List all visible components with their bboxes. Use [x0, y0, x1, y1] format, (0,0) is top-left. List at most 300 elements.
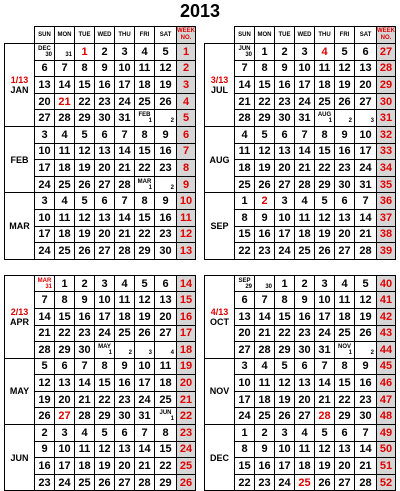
- weekday-header-fri: FRI: [135, 27, 155, 44]
- day-cell: 3: [315, 275, 335, 292]
- day-cell: 27: [55, 408, 75, 425]
- adjacent-month-label: MAR: [37, 277, 52, 284]
- week-number-cell: 5: [177, 110, 196, 127]
- day-cell: 2: [295, 275, 315, 292]
- day-cell: 4: [55, 193, 75, 210]
- day-cell: 9: [355, 358, 377, 375]
- day-cell: 11: [135, 60, 155, 77]
- day-cell: 7: [255, 292, 275, 309]
- day-cell: 21: [315, 391, 335, 408]
- day-cell: 20: [115, 458, 135, 475]
- day-cell: 26: [75, 243, 95, 260]
- day-cell: 30: [275, 110, 295, 127]
- month-label: MAR: [9, 221, 30, 232]
- day-cell: [235, 44, 255, 61]
- week-row: [205, 425, 396, 442]
- day-cell: 8: [135, 193, 155, 210]
- day-cell: 30: [95, 110, 115, 127]
- day-cell: 28: [75, 408, 95, 425]
- week-number-cell: 32: [377, 126, 396, 143]
- day-cell: 3: [35, 126, 55, 143]
- day-cell: 2: [255, 425, 275, 442]
- day-cell: 9: [95, 60, 115, 77]
- day-cell: 16: [35, 458, 55, 475]
- week-row: [5, 425, 196, 442]
- day-cell: 14: [35, 308, 55, 325]
- day-cell: 28: [355, 474, 377, 491]
- day-cell: 21: [55, 93, 75, 110]
- day-cell: 8: [315, 126, 335, 143]
- day-cell: 16: [255, 458, 275, 475]
- day-cell: 10: [95, 292, 115, 309]
- day-cell: 17: [355, 143, 377, 160]
- day-cell: 13: [335, 209, 355, 226]
- day-cell: 24: [135, 391, 155, 408]
- week-number-cell: 31: [377, 110, 396, 127]
- day-cell: 29: [135, 243, 155, 260]
- day-cell: 11: [55, 209, 75, 226]
- month-label: APR: [9, 316, 29, 327]
- day-cell: 20: [155, 308, 177, 325]
- day-number: 1: [148, 184, 152, 191]
- day-cell: 7: [355, 193, 377, 210]
- day-cell: 27: [335, 474, 355, 491]
- day-cell: 8: [255, 60, 275, 77]
- week-row: [5, 358, 196, 375]
- day-cell: 17: [95, 308, 115, 325]
- day-cell: 11: [295, 209, 315, 226]
- day-cell: 19: [355, 308, 377, 325]
- week-number-cell: 6: [177, 126, 196, 143]
- adjacent-month-label: AUG: [317, 112, 332, 119]
- day-cell: 16: [255, 226, 275, 243]
- weekday-header-row: [205, 27, 396, 44]
- month-label-cell: [205, 358, 235, 424]
- day-cell: 13: [295, 375, 315, 392]
- day-cell: 19: [75, 226, 95, 243]
- day-cell: 12: [155, 60, 177, 77]
- day-cell: 6: [95, 126, 115, 143]
- day-cell: 13: [95, 143, 115, 160]
- week-number-cell: 2: [177, 60, 196, 77]
- day-cell: 17: [315, 308, 335, 325]
- day-cell: [135, 176, 155, 193]
- day-cell: 20: [335, 458, 355, 475]
- month-label-cell: [205, 126, 235, 192]
- day-cell: 13: [275, 143, 295, 160]
- day-cell: 16: [335, 143, 355, 160]
- day-cell: 30: [75, 342, 95, 359]
- week-number-cell: 18: [177, 342, 196, 359]
- day-cell: 19: [315, 458, 335, 475]
- day-cell: 24: [355, 160, 377, 177]
- day-cell: 29: [335, 408, 355, 425]
- day-cell: [155, 408, 177, 425]
- day-cell: 3: [55, 425, 75, 442]
- week-number-cell: 4: [177, 93, 196, 110]
- day-cell: 15: [95, 375, 115, 392]
- day-number: 1: [148, 118, 152, 125]
- day-cell: 13: [355, 60, 377, 77]
- week-row: [205, 193, 396, 210]
- day-cell: 25: [255, 408, 275, 425]
- day-cell: 28: [295, 176, 315, 193]
- day-number: 4: [170, 349, 174, 356]
- day-cell: 14: [115, 143, 135, 160]
- day-cell: 22: [55, 325, 75, 342]
- day-cell: 18: [155, 375, 177, 392]
- day-cell: 22: [275, 325, 295, 342]
- day-cell: 19: [135, 308, 155, 325]
- day-cell: 6: [115, 425, 135, 442]
- day-cell: 26: [75, 176, 95, 193]
- weekday-header-tue: TUE: [75, 27, 95, 44]
- week-number-cell: 46: [377, 375, 396, 392]
- week-number-cell: 41: [377, 292, 396, 309]
- day-cell: 8: [75, 60, 95, 77]
- day-cell: 4: [135, 44, 155, 61]
- day-cell: 12: [315, 441, 335, 458]
- day-cell: 17: [295, 77, 315, 94]
- day-cell: 16: [155, 143, 177, 160]
- day-cell: 7: [115, 193, 135, 210]
- day-cell: 29: [75, 110, 95, 127]
- day-cell: 7: [135, 425, 155, 442]
- day-cell: 16: [95, 77, 115, 94]
- adjacent-month-label: DEC: [38, 45, 51, 52]
- day-cell: 10: [355, 126, 377, 143]
- month-label-cell: [5, 44, 35, 127]
- day-cell: 1: [235, 193, 255, 210]
- day-cell: 5: [315, 193, 335, 210]
- day-cell: 22: [235, 474, 255, 491]
- day-cell: 1: [255, 44, 275, 61]
- day-cell: 26: [335, 93, 355, 110]
- week-number-cell: 13: [177, 243, 196, 260]
- day-cell: 6: [235, 292, 255, 309]
- day-cell: 12: [35, 375, 55, 392]
- header-blank-cell: [5, 27, 35, 44]
- day-cell: 26: [315, 243, 335, 260]
- day-cell: 24: [235, 408, 255, 425]
- day-cell: [115, 342, 135, 359]
- day-cell: 10: [135, 358, 155, 375]
- day-cell: 5: [95, 425, 115, 442]
- day-cell: 23: [335, 160, 355, 177]
- day-cell: 21: [35, 325, 55, 342]
- day-cell: 5: [255, 126, 275, 143]
- week-number-cell: 51: [377, 458, 396, 475]
- day-cell: 15: [235, 226, 255, 243]
- day-cell: [155, 110, 177, 127]
- day-number: 1: [348, 349, 352, 356]
- day-cell: 31: [355, 176, 377, 193]
- day-cell: 2: [275, 44, 295, 61]
- week-number-cell: 9: [177, 176, 196, 193]
- day-cell: 25: [235, 176, 255, 193]
- month-label: JAN: [10, 84, 29, 95]
- week-row: [205, 44, 396, 61]
- day-cell: 21: [75, 391, 95, 408]
- day-number: 29: [245, 283, 252, 290]
- day-cell: 9: [155, 126, 177, 143]
- quarter-gap: [205, 259, 396, 275]
- week-number-cell: 22: [177, 408, 196, 425]
- weekday-header-thu: THU: [315, 27, 335, 44]
- week-number-cell: 43: [377, 325, 396, 342]
- adjacent-month-label: FEB: [138, 112, 151, 119]
- month-label: NOV: [209, 386, 230, 397]
- week-number-cell: 14: [177, 275, 196, 292]
- day-cell: 30: [295, 342, 315, 359]
- day-cell: 6: [335, 193, 355, 210]
- day-cell: [335, 342, 355, 359]
- day-cell: 9: [115, 358, 135, 375]
- day-cell: 19: [275, 391, 295, 408]
- day-cell: 25: [155, 391, 177, 408]
- week-number-cell: 30: [377, 93, 396, 110]
- day-cell: 8: [235, 209, 255, 226]
- week-row: [5, 193, 196, 210]
- day-cell: 15: [275, 308, 295, 325]
- day-cell: 13: [95, 209, 115, 226]
- day-cell: 9: [35, 441, 55, 458]
- day-cell: 12: [75, 143, 95, 160]
- week-row: [5, 275, 196, 292]
- day-cell: 25: [55, 243, 75, 260]
- day-cell: [135, 342, 155, 359]
- day-cell: 6: [335, 425, 355, 442]
- day-cell: 5: [75, 126, 95, 143]
- day-cell: [35, 44, 55, 61]
- day-cell: 23: [155, 226, 177, 243]
- weekday-header-wed: WED: [295, 27, 315, 44]
- calendar-first-half: [4, 26, 196, 491]
- day-number: 30: [45, 51, 52, 58]
- day-cell: 30: [155, 243, 177, 260]
- day-cell: 7: [235, 60, 255, 77]
- day-number: 30: [245, 51, 252, 58]
- day-cell: 4: [315, 44, 335, 61]
- day-cell: 15: [255, 77, 275, 94]
- quarter-label: 1/13: [10, 74, 29, 85]
- week-number-cell: 8: [177, 160, 196, 177]
- day-cell: 18: [135, 77, 155, 94]
- week-number-cell: 37: [377, 209, 396, 226]
- week-row: [5, 44, 196, 61]
- week-number-cell: 1: [177, 44, 196, 61]
- weekday-header-sun: SUN: [235, 27, 255, 44]
- day-cell: 18: [115, 308, 135, 325]
- month-label-cell: [5, 193, 35, 259]
- week-number-cell: 33: [377, 143, 396, 160]
- day-cell: 22: [75, 93, 95, 110]
- week-number-cell: 38: [377, 226, 396, 243]
- week-row: [205, 275, 396, 292]
- week-number-cell: 23: [177, 425, 196, 442]
- day-cell: 27: [235, 342, 255, 359]
- day-cell: 5: [155, 44, 177, 61]
- day-cell: 3: [275, 425, 295, 442]
- day-cell: 14: [295, 143, 315, 160]
- day-cell: 24: [275, 243, 295, 260]
- week-number-cell: 15: [177, 292, 196, 309]
- week-number-cell: 11: [177, 209, 196, 226]
- day-cell: 9: [335, 126, 355, 143]
- day-cell: 30: [335, 176, 355, 193]
- day-cell: 4: [235, 126, 255, 143]
- weekday-header-tue: TUE: [275, 27, 295, 44]
- calendar-second-half: [204, 26, 396, 491]
- day-cell: 5: [275, 358, 295, 375]
- day-cell: 9: [295, 292, 315, 309]
- week-number-cell: 27: [377, 44, 396, 61]
- week-number-cell: 36: [377, 193, 396, 210]
- day-cell: 18: [55, 226, 75, 243]
- day-cell: 25: [335, 325, 355, 342]
- day-cell: 24: [315, 325, 335, 342]
- day-cell: 24: [55, 474, 75, 491]
- day-cell: 3: [35, 193, 55, 210]
- day-cell: 14: [315, 375, 335, 392]
- month-label: JUN: [10, 452, 29, 463]
- day-cell: 17: [135, 375, 155, 392]
- day-cell: 21: [235, 93, 255, 110]
- adjacent-month-label: JUN: [159, 410, 172, 417]
- day-cell: 5: [315, 425, 335, 442]
- day-cell: 11: [115, 292, 135, 309]
- day-cell: 14: [75, 375, 95, 392]
- day-cell: 12: [315, 209, 335, 226]
- day-cell: 15: [235, 458, 255, 475]
- day-cell: 16: [115, 375, 135, 392]
- day-cell: 15: [335, 375, 355, 392]
- day-cell: 3: [235, 358, 255, 375]
- day-number: 30: [265, 283, 272, 290]
- day-cell: 25: [75, 474, 95, 491]
- day-cell: 15: [55, 308, 75, 325]
- adjacent-month-label: NOV: [337, 343, 351, 350]
- day-cell: 22: [135, 226, 155, 243]
- week-row: [205, 358, 396, 375]
- weekday-header-fri: FRI: [335, 27, 355, 44]
- day-cell: 8: [135, 126, 155, 143]
- day-cell: 6: [355, 44, 377, 61]
- week-number-cell: 25: [177, 458, 196, 475]
- day-cell: 20: [235, 325, 255, 342]
- day-cell: 27: [295, 408, 315, 425]
- day-cell: 27: [35, 110, 55, 127]
- day-cell: 29: [255, 110, 275, 127]
- quarter-gap-cell: [205, 259, 377, 275]
- day-cell: [55, 44, 75, 61]
- day-cell: 15: [75, 77, 95, 94]
- week-number-cell: 49: [377, 425, 396, 442]
- day-cell: 31: [295, 110, 315, 127]
- day-cell: 8: [275, 292, 295, 309]
- week-number-cell: 50: [377, 441, 396, 458]
- day-cell: 12: [255, 143, 275, 160]
- day-number: 2: [370, 349, 374, 356]
- day-cell: 17: [275, 458, 295, 475]
- day-cell: 20: [335, 226, 355, 243]
- year-title: 2013: [179, 1, 221, 21]
- day-cell: 20: [95, 160, 115, 177]
- day-cell: 22: [135, 160, 155, 177]
- day-cell: 23: [295, 325, 315, 342]
- day-cell: 11: [155, 358, 177, 375]
- week-number-cell: 3: [177, 77, 196, 94]
- adjacent-month-label: MAR: [137, 178, 152, 185]
- day-cell: 17: [35, 160, 55, 177]
- day-cell: 7: [55, 60, 75, 77]
- day-cell: 26: [155, 93, 177, 110]
- weekday-header-row: [5, 27, 196, 44]
- day-number: 2: [170, 118, 174, 125]
- week-number-cell: 26: [177, 474, 196, 491]
- day-cell: 29: [55, 342, 75, 359]
- day-number: 1: [108, 349, 112, 356]
- month-label-cell: [205, 44, 235, 127]
- day-cell: 1: [275, 275, 295, 292]
- day-cell: 6: [95, 193, 115, 210]
- day-cell: 25: [55, 176, 75, 193]
- day-cell: 4: [115, 275, 135, 292]
- day-cell: 7: [35, 292, 55, 309]
- day-cell: 16: [295, 308, 315, 325]
- day-cell: 19: [315, 226, 335, 243]
- day-cell: 23: [155, 160, 177, 177]
- day-cell: 8: [235, 441, 255, 458]
- day-cell: 27: [335, 243, 355, 260]
- month-label: JUL: [210, 84, 228, 95]
- day-cell: 9: [155, 193, 177, 210]
- day-cell: 11: [75, 441, 95, 458]
- day-cell: 21: [295, 160, 315, 177]
- day-cell: 15: [135, 143, 155, 160]
- week-number-cell: 42: [377, 308, 396, 325]
- week-number-cell: 52: [377, 474, 396, 491]
- day-cell: 8: [55, 292, 75, 309]
- month-label-cell: [5, 275, 35, 358]
- day-cell: 13: [115, 441, 135, 458]
- day-cell: 6: [295, 358, 315, 375]
- day-cell: 31: [115, 110, 135, 127]
- day-cell: 23: [115, 391, 135, 408]
- month-label: SEP: [210, 221, 229, 232]
- day-number: 3: [370, 118, 374, 125]
- day-cell: 31: [135, 408, 155, 425]
- day-cell: 19: [335, 77, 355, 94]
- month-label-cell: [205, 275, 235, 358]
- day-cell: 18: [335, 308, 355, 325]
- day-cell: 26: [275, 408, 295, 425]
- weekday-header-wed: WED: [95, 27, 115, 44]
- day-cell: 14: [255, 308, 275, 325]
- day-number: 2: [348, 118, 352, 125]
- day-cell: 7: [355, 425, 377, 442]
- day-cell: 16: [355, 375, 377, 392]
- day-cell: 25: [295, 474, 315, 491]
- day-cell: [155, 342, 177, 359]
- day-cell: 23: [75, 325, 95, 342]
- month-label: AUG: [209, 154, 230, 165]
- day-cell: 4: [55, 126, 75, 143]
- day-cell: 5: [135, 275, 155, 292]
- quarter-gap-cell: [5, 259, 177, 275]
- day-cell: 16: [155, 209, 177, 226]
- day-cell: 20: [35, 93, 55, 110]
